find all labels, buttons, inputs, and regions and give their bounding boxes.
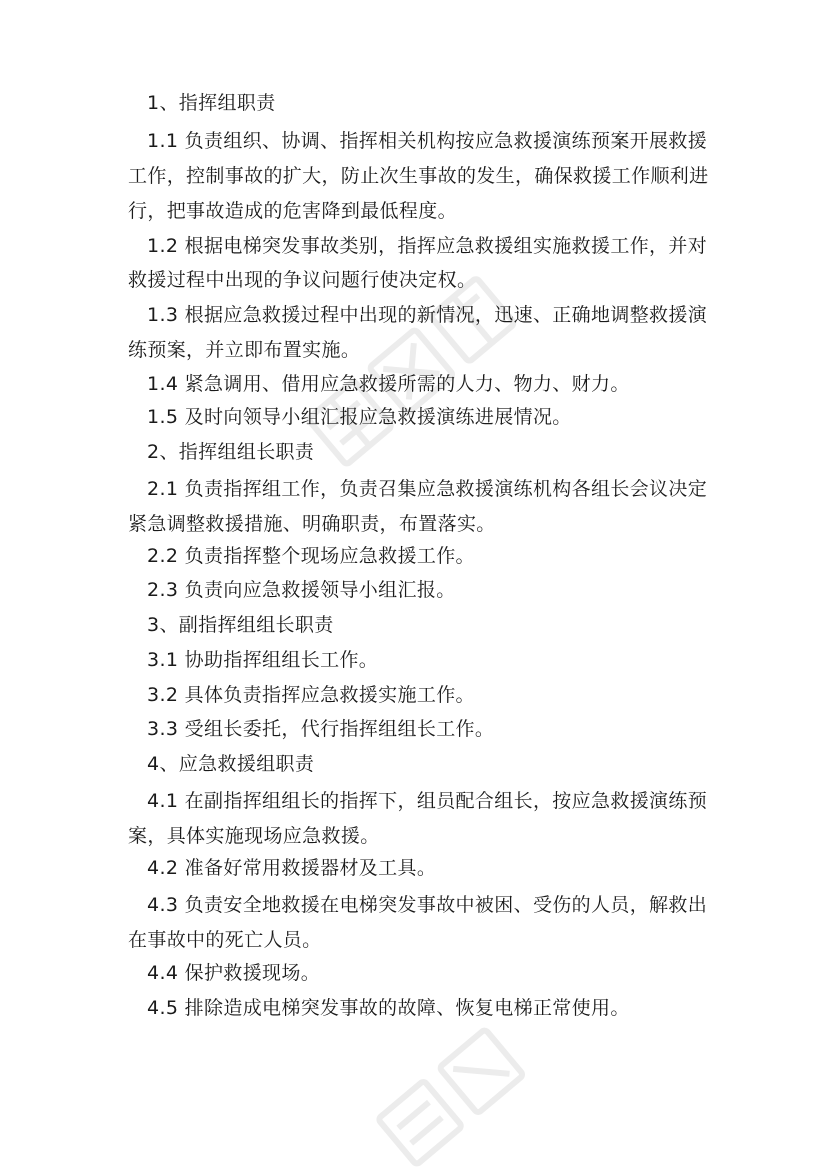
paragraph-line: 在事故中的死亡人员。 — [128, 929, 322, 951]
section-heading-4: 4、应急救援组职责 — [147, 753, 315, 775]
paragraph-line: 2.2 负责指挥整个现场应急救援工作。 — [147, 545, 475, 567]
paragraph-line: 1.2 根据电梯突发事故类别，指挥应急救援组实施救援工作，并对 — [147, 235, 708, 257]
section-heading-1: 1、指挥组职责 — [147, 92, 276, 114]
paragraph-line: 案，具体实施现场应急救援。 — [128, 825, 380, 847]
section-heading-3: 3、副指挥组组长职责 — [147, 614, 334, 636]
paragraph-line: 1.1 负责组织、协调、指挥相关机构按应急救援演练预案开展救援 — [147, 130, 708, 152]
paragraph-line: 2.3 负责向应急救援领导小组汇报。 — [147, 579, 456, 601]
paragraph-line: 3.3 受组长委托，代行指挥组组长工作。 — [147, 718, 495, 740]
paragraph-line: 4.3 负责安全地救援在电梯突发事故中被困、受伤的人员，解救出 — [147, 894, 708, 916]
paragraph-line: 紧急调整救援措施、明确职责，布置落实。 — [128, 513, 496, 535]
paragraph-line: 1.5 及时向领导小组汇报应急救援演练进展情况。 — [147, 406, 572, 428]
paragraph-line: 2.1 负责指挥组工作，负责召集应急救援演练机构各组长会议决定 — [147, 478, 708, 500]
paragraph-line: 1.4 紧急调用、借用应急救援所需的人力、物力、财力。 — [147, 373, 630, 395]
paragraph-line: 行，把事故造成的危害降到最低程度。 — [128, 200, 457, 222]
paragraph-line: 救援过程中出现的争议问题行使决定权。 — [128, 269, 477, 291]
paragraph-line: 1.3 根据应急救援过程中出现的新情况，迅速、正确地调整救援演 — [147, 304, 708, 326]
paragraph-line: 3.2 具体负责指挥应急救援实施工作。 — [147, 684, 475, 706]
paragraph-line: 4.2 准备好常用救援器材及工具。 — [147, 857, 437, 879]
paragraph-line: 4.4 保护救援现场。 — [147, 962, 321, 984]
paragraph-line: 4.5 排除造成电梯突发事故的故障、恢复电梯正常使用。 — [147, 997, 630, 1019]
paragraph-line: 工作，控制事故的扩大，防止次生事故的发生，确保救援工作顺利进 — [128, 165, 709, 187]
paragraph-line: 4.1 在副指挥组组长的指挥下，组员配合组长，按应急救援演练预 — [147, 790, 708, 812]
paragraph-line: 练预案，并立即布置实施。 — [128, 339, 361, 361]
paragraph-line: 3.1 协助指挥组组长工作。 — [147, 649, 379, 671]
section-heading-2: 2、指挥组组长职责 — [147, 441, 315, 463]
